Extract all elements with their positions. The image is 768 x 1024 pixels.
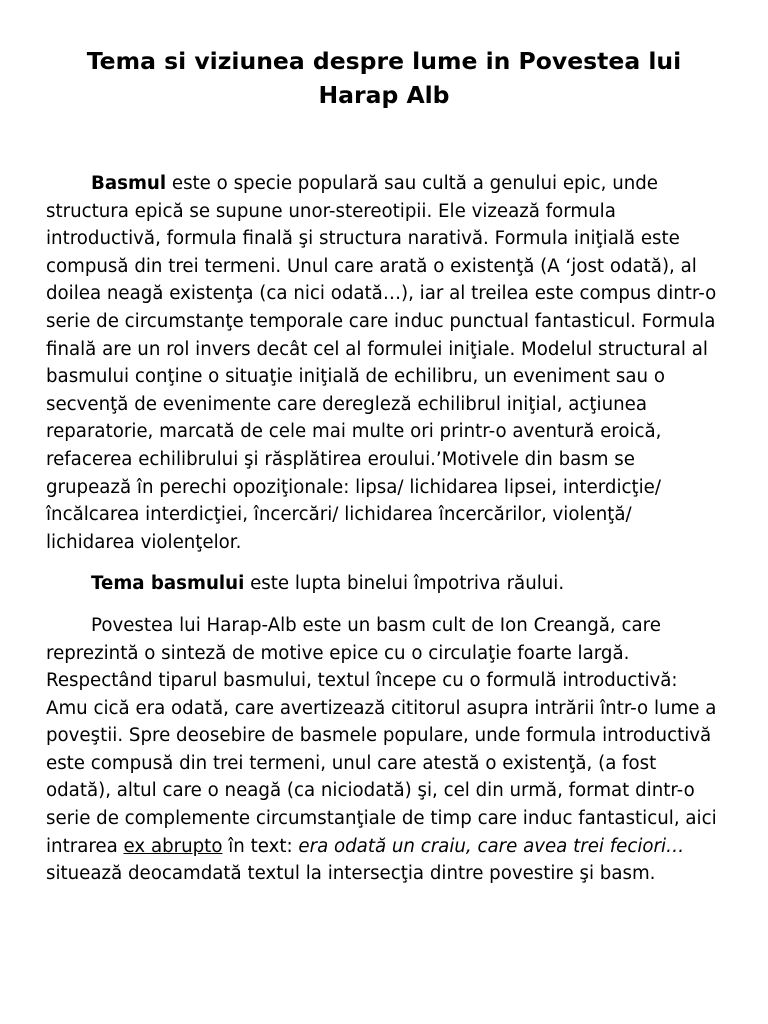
paragraph-tema (46, 570, 722, 598)
bold-term-tema: Tema basmului (91, 573, 245, 595)
document-title: Tema si viziunea despre lume in Povestea lui Harap Alb (86, 47, 682, 109)
paragraph-basmul (46, 170, 722, 556)
paragraph-text: în text: (222, 835, 299, 857)
paragraph-text: este o specie populară sau cultă a genului epic, unde structura epică se supune unor-stereotipii. Ele vizează formula introductivă, formula finală şi structura narativă. Formula iniţială este compusă din trei termeni. Unul care arată o existenţă (A ‘jost odată), al doilea neagă existenţa (ca nici odată…), iar al treilea este compus dintr-o serie de circumstanţe temporale care induc punctual fantasticul. Formula finală are un rol invers decât cel al formulei iniţiale. Modelul structural al basmului conţine o situaţie iniţială de echilibru, un eveniment sau o secvenţă de evenimente care deregleză echilibrul iniţial, acţiunea reparatorie, marcată de cele mai multe ori printr-o aventură eroică, refacerea echilibrului şi răsplătirea eroului.’Motivele din basm se grupează în perechi opoziţionale: lipsa/ lichidarea lipsei, interdicţie/ încălcarea interdicţiei, încercări/ lichidarea încercărilor, violenţă/ lichidarea violenţelor. (46, 173, 717, 553)
paragraph-povestea (46, 612, 722, 888)
bold-term-basmul: Basmul (91, 173, 167, 194)
paragraph-text: situează deocamdată textul la intersecţia dintre povestire şi basm. (46, 863, 656, 885)
italic-quote: era odată un craiu, care avea trei feciori… (298, 835, 685, 857)
paragraph-text: Povestea lui Harap-Alb este un basm cult de Ion Creangă, care reprezintă o sinteză de motive epice cu o circulaţie foarte largă. Respectând tiparul basmului, textul începe cu o formulă introductivă: Amu cică era odată, care avertizează cititorul asupra intrării într-o lume a poveştii. Spre deosebire de basmele populare, unde formula introductivă este compusă din trei termeni, unul care atestă o existenţă, (a fost odată), altul care o neagă (ca niciodată) şi, cel din urmă, format dintr-o serie de complemente circumstanţiale de timp care induc fantasticul, aici intrarea (46, 614, 717, 857)
paragraph-text: este lupta binelui împotriva răului. (244, 573, 565, 595)
underlined-term-ex-abrupto: ex abrupto (123, 835, 223, 857)
